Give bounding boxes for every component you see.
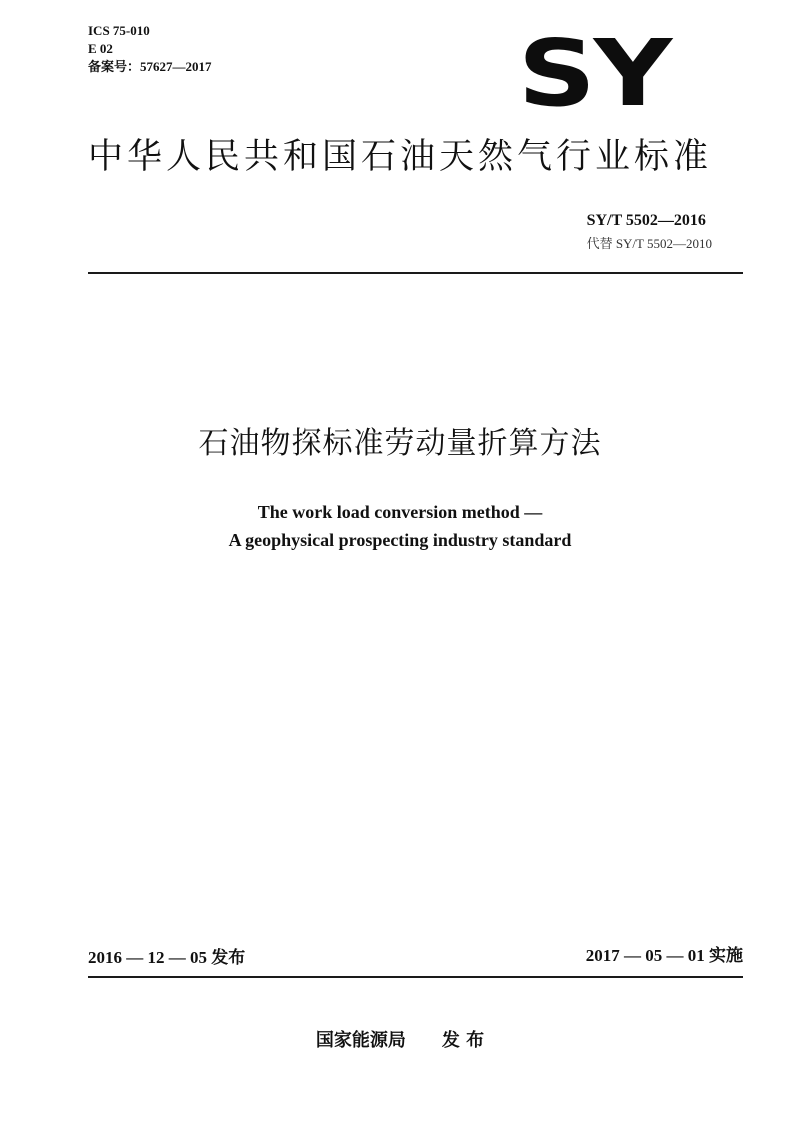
record-number: 备案号：57627—2017 — [88, 59, 212, 74]
document-metadata — [88, 22, 212, 76]
bottom-divider — [88, 976, 743, 978]
english-title-line-1: The work load conversion method — — [257, 502, 543, 522]
publisher-name: 国家能源局 — [315, 1030, 406, 1051]
sy-logo: SY — [517, 20, 670, 127]
ics-code: ICS 75-010 — [88, 23, 150, 38]
issue-date: 2016 — 12 — 05 发布 — [88, 948, 246, 967]
replaced-standard: 代替 SY/T 5502—2010 — [586, 236, 712, 251]
publisher-action: 发 布 — [441, 1030, 485, 1051]
standard-code: SY/T 5502—2016 — [586, 212, 706, 229]
english-title-line-2: A geophysical prospecting industry standard — [228, 530, 572, 550]
publisher-line — [0, 1027, 800, 1055]
implementation-date: 2017 — 05 — 01 实施 — [585, 946, 743, 965]
classification-code: E 02 — [88, 41, 113, 56]
document-title-chinese: 石油物探标准劳动量折算方法 — [198, 426, 602, 461]
industry-standard-title: 中华人民共和国石油天然气行业标准 — [87, 137, 712, 177]
top-divider — [88, 272, 743, 274]
document-title-english — [0, 498, 800, 554]
standard-code-block — [587, 210, 712, 254]
